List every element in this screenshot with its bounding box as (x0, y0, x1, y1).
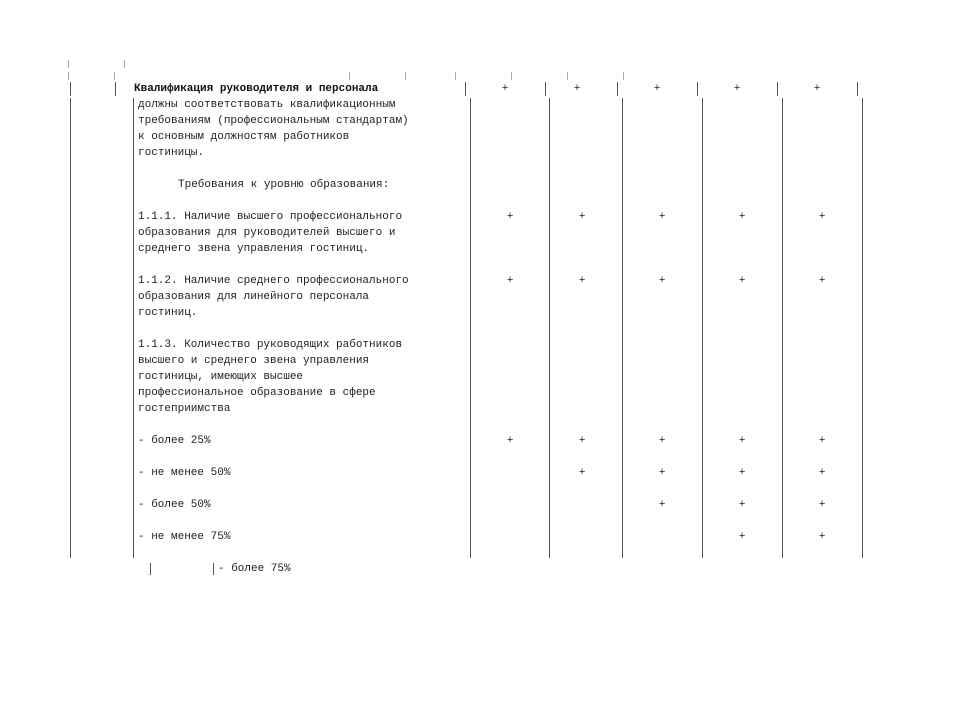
threshold-label: - не менее 75% (138, 531, 231, 543)
section-heading: Требования к уровню образования: (178, 179, 390, 191)
threshold-mark: + (506, 435, 514, 447)
threshold-mark: + (578, 467, 586, 479)
threshold-mark: + (738, 499, 746, 511)
item-line: гостиниц. (138, 307, 198, 319)
header-mark: + (653, 83, 661, 95)
threshold-mark: + (738, 531, 746, 543)
table-rule-text-right (470, 98, 471, 558)
top-fragment-10 (623, 72, 624, 80)
item-mark: + (578, 275, 586, 287)
top-fragment-2 (124, 60, 125, 68)
top-fragment-5 (349, 72, 350, 80)
item-mark: + (738, 275, 746, 287)
item-line: 1.1.1. Наличие высшего профессионального (138, 211, 403, 223)
item-line: 1.1.2. Наличие среднего профессионального (138, 275, 409, 287)
header-rule-1 (70, 82, 71, 96)
threshold-mark: + (578, 435, 586, 447)
item-line: высшего и среднего звена управления (138, 355, 370, 367)
item-line: 1.1.3. Количество руководящих работников (138, 339, 403, 351)
header-rule-5 (617, 82, 618, 96)
table-rule-right-outer (862, 98, 863, 558)
threshold-mark: + (738, 467, 746, 479)
footer-rule-2 (213, 563, 214, 575)
table-rule-col-4 (782, 98, 783, 558)
top-fragment-3 (68, 72, 69, 80)
header-rule-2 (115, 82, 116, 96)
threshold-mark: + (818, 435, 826, 447)
item-line: среднего звена управления гостиниц. (138, 243, 370, 255)
header-rule-4 (545, 82, 546, 96)
item-mark: + (738, 211, 746, 223)
threshold-label: - более 50% (138, 499, 211, 511)
threshold-mark: + (818, 499, 826, 511)
item-line: образования для линейного персонала (138, 291, 370, 303)
item-mark: + (578, 211, 586, 223)
item-line: гостеприимства (138, 403, 231, 415)
table-rule-text-left (133, 98, 134, 558)
top-fragment-4 (114, 72, 115, 80)
header-rule-3 (465, 82, 466, 96)
table-rule-col-2 (622, 98, 623, 558)
table-rule-col-1 (549, 98, 550, 558)
top-fragment-8 (511, 72, 512, 80)
section-title-line: требованиям (профессиональным стандартам) (138, 115, 409, 127)
item-mark: + (658, 275, 666, 287)
top-fragment-6 (405, 72, 406, 80)
header-mark: + (573, 83, 581, 95)
threshold-mark: + (738, 435, 746, 447)
footer-rule-1 (150, 563, 151, 575)
section-title-line: должны соответствовать квалификационным (138, 99, 396, 111)
threshold-mark: + (818, 531, 826, 543)
item-mark: + (658, 211, 666, 223)
section-title-line: к основным должностям работников (138, 131, 350, 143)
header-mark: + (813, 83, 821, 95)
top-fragment-1 (68, 60, 69, 68)
threshold-label: - более 25% (138, 435, 211, 447)
header-rule-7 (777, 82, 778, 96)
top-fragment-9 (567, 72, 568, 80)
header-rule-6 (697, 82, 698, 96)
item-line: образования для руководителей высшего и (138, 227, 396, 239)
item-mark: + (818, 211, 826, 223)
item-line: гостиницы, имеющих высшее (138, 371, 304, 383)
top-fragment-7 (455, 72, 456, 80)
threshold-mark: + (658, 499, 666, 511)
item-mark: + (506, 211, 514, 223)
footer-label: - более 75% (218, 563, 291, 575)
header-mark: + (501, 83, 509, 95)
item-mark: + (818, 275, 826, 287)
table-rule-left-outer (70, 98, 71, 558)
section-title: Квалификация руководителя и персонала (134, 83, 379, 95)
threshold-label: - не менее 50% (138, 467, 231, 479)
table-rule-col-3 (702, 98, 703, 558)
section-title-line: гостиницы. (138, 147, 205, 159)
header-mark: + (733, 83, 741, 95)
header-rule-8 (857, 82, 858, 96)
threshold-mark: + (658, 467, 666, 479)
threshold-mark: + (658, 435, 666, 447)
item-mark: + (506, 275, 514, 287)
item-line: профессиональное образование в сфере (138, 387, 376, 399)
threshold-mark: + (818, 467, 826, 479)
